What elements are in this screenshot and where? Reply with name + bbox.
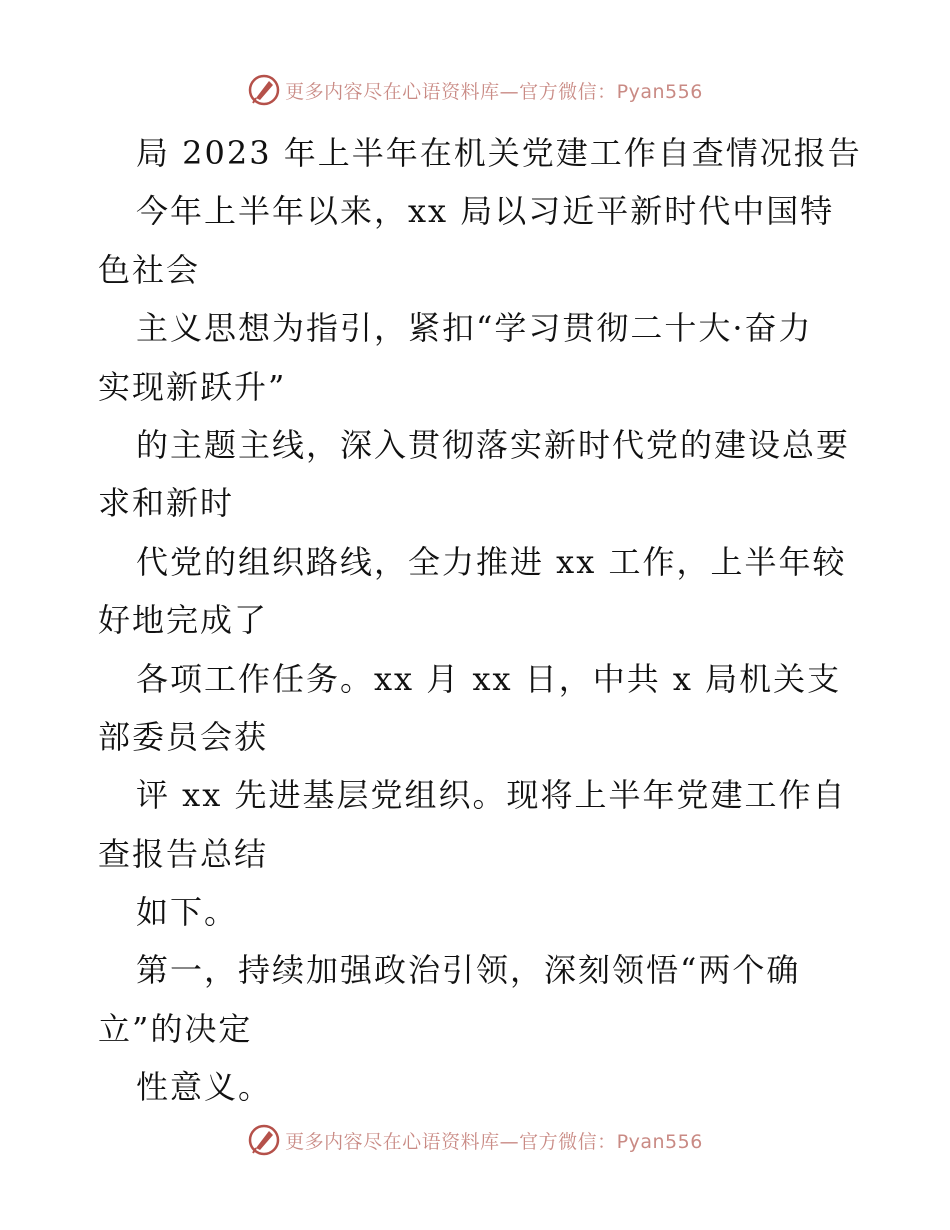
document-body — [98, 124, 862, 1117]
paragraph-line: 立”的决定 — [98, 1009, 253, 1048]
paragraph-line: 色社会 — [98, 250, 201, 289]
watermark-text: 更多内容尽在心语资料库—官方微信：Pyan556 — [285, 1130, 703, 1153]
paragraph-line: 性意义。 — [136, 1068, 273, 1107]
paragraph-line: 今年上半年以来，xx 局以习近平新时代中国特 — [136, 192, 835, 231]
paragraph-line: 部委员会获 — [98, 717, 269, 756]
paragraph-line: 如下。 — [136, 893, 239, 932]
paragraph-line: 各项工作任务。xx 月 xx 日，中共 x 局机关支 — [136, 659, 842, 698]
quill-pen-logo-icon — [247, 73, 281, 107]
paragraph-line: 好地完成了 — [98, 601, 269, 640]
watermark-footer — [0, 1120, 950, 1160]
paragraph-line: 代党的组织路线，全力推进 xx 工作，上半年较 — [136, 542, 847, 581]
paragraph-line: 评 xx 先进基层党组织。现将上半年党建工作自 — [136, 776, 847, 815]
watermark-header — [0, 70, 950, 110]
quill-pen-logo-icon — [247, 1123, 281, 1157]
paragraph-line: 的主题主线，深入贯彻落实新时代党的建设总要 — [136, 425, 851, 464]
document-title: 局 2023 年上半年在机关党建工作自查情况报告 — [136, 134, 862, 172]
paragraph-line: 实现新跃升” — [98, 367, 287, 406]
paragraph-line: 第一，持续加强政治引领，深刻领悟“两个确 — [136, 951, 801, 990]
paragraph-line: 求和新时 — [98, 484, 235, 523]
paragraph-line: 主义思想为指引，紧扣“学习贯彻二十大·奋力 — [136, 309, 813, 348]
paragraph-line: 查报告总结 — [98, 834, 269, 873]
watermark-text: 更多内容尽在心语资料库—官方微信：Pyan556 — [285, 80, 703, 103]
